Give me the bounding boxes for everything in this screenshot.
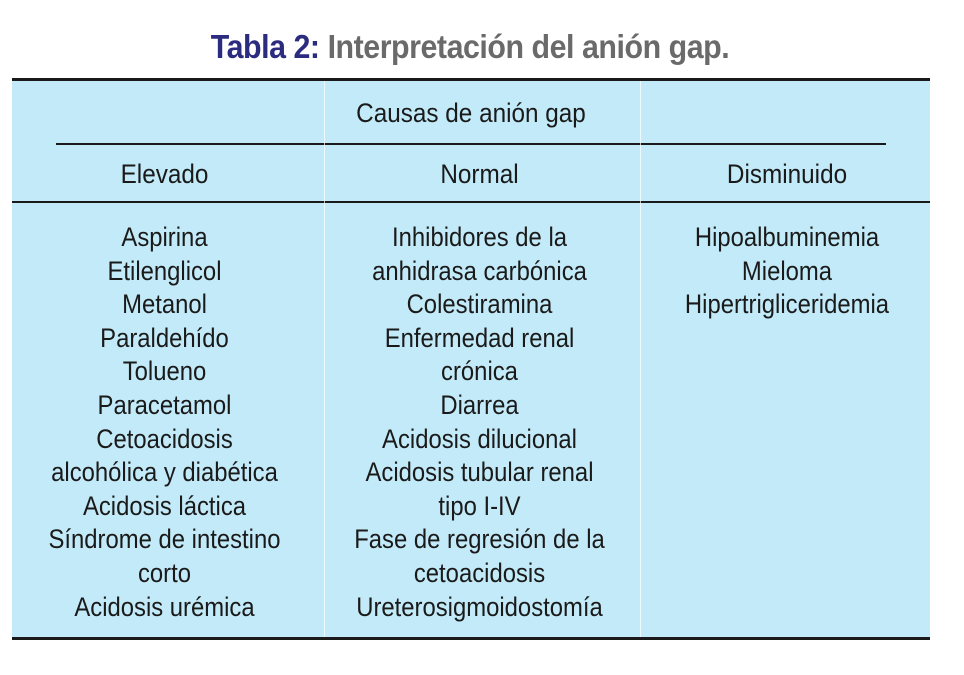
table-cell-line: Hipertrigliceridemia <box>684 289 890 320</box>
table-cell-line: Fase de regresión de la <box>354 524 605 555</box>
table-cell-line: corto <box>137 557 192 588</box>
table-cell-line: Acidosis dilucional <box>382 423 577 454</box>
anion-gap-table <box>12 78 930 640</box>
column-header-normal: Normal <box>440 159 519 189</box>
table-cell-line: Acidosis láctica <box>82 490 247 521</box>
table-cell-line: Paraldehído <box>100 322 229 353</box>
table-cell-line: crónica <box>441 356 518 387</box>
column-elevado <box>12 221 317 624</box>
column-header-disminuido: Disminuido <box>726 159 848 189</box>
table-number: Tabla 2: <box>210 28 320 65</box>
table-cell-line: Metanol <box>122 289 207 320</box>
table-cell-line: Cetoacidosis <box>96 423 233 454</box>
table-cell-line: anhidrasa carbónica <box>372 255 587 286</box>
table-cell-line: cetoacidosis <box>413 557 546 588</box>
table-cell-line: Hipoalbuminemia <box>694 222 880 252</box>
table-header <box>12 81 930 203</box>
column-normal <box>327 221 632 624</box>
column-separator <box>324 81 325 637</box>
table-cell-line: Mieloma <box>741 255 833 286</box>
table-cell-line: tipo I-IV <box>438 490 521 521</box>
column-separator <box>640 81 641 637</box>
table-cell-line: Acidosis tubular renal <box>365 457 594 488</box>
header-divider-rule <box>56 143 886 145</box>
table-cell-line: Enfermedad renal <box>384 322 575 353</box>
column-disminuido <box>632 221 942 322</box>
table-cell-line: Ureterosigmoidostomía <box>356 591 603 622</box>
column-header-elevado: Elevado <box>120 159 209 189</box>
table-cell-line: Acidosis urémica <box>74 591 255 622</box>
super-header: Causas de anión gap <box>356 98 586 128</box>
table-cell-line: Diarrea <box>440 389 519 420</box>
table-caption: Interpretación del anión gap. <box>327 28 730 65</box>
table-cell-line: Tolueno <box>122 356 207 387</box>
table-cell-line: Colestiramina <box>406 289 553 320</box>
table-cell-line: Síndrome de intestino <box>48 524 281 555</box>
table-cell-line: Aspirina <box>121 222 208 252</box>
table-cell-line: alcohólica y diabética <box>51 457 278 488</box>
table-cell-line: Inhibidores de la <box>391 222 568 252</box>
table-cell-line: Paracetamol <box>97 389 232 420</box>
table-title <box>38 28 903 66</box>
table-cell-line: Etilenglicol <box>107 255 222 286</box>
